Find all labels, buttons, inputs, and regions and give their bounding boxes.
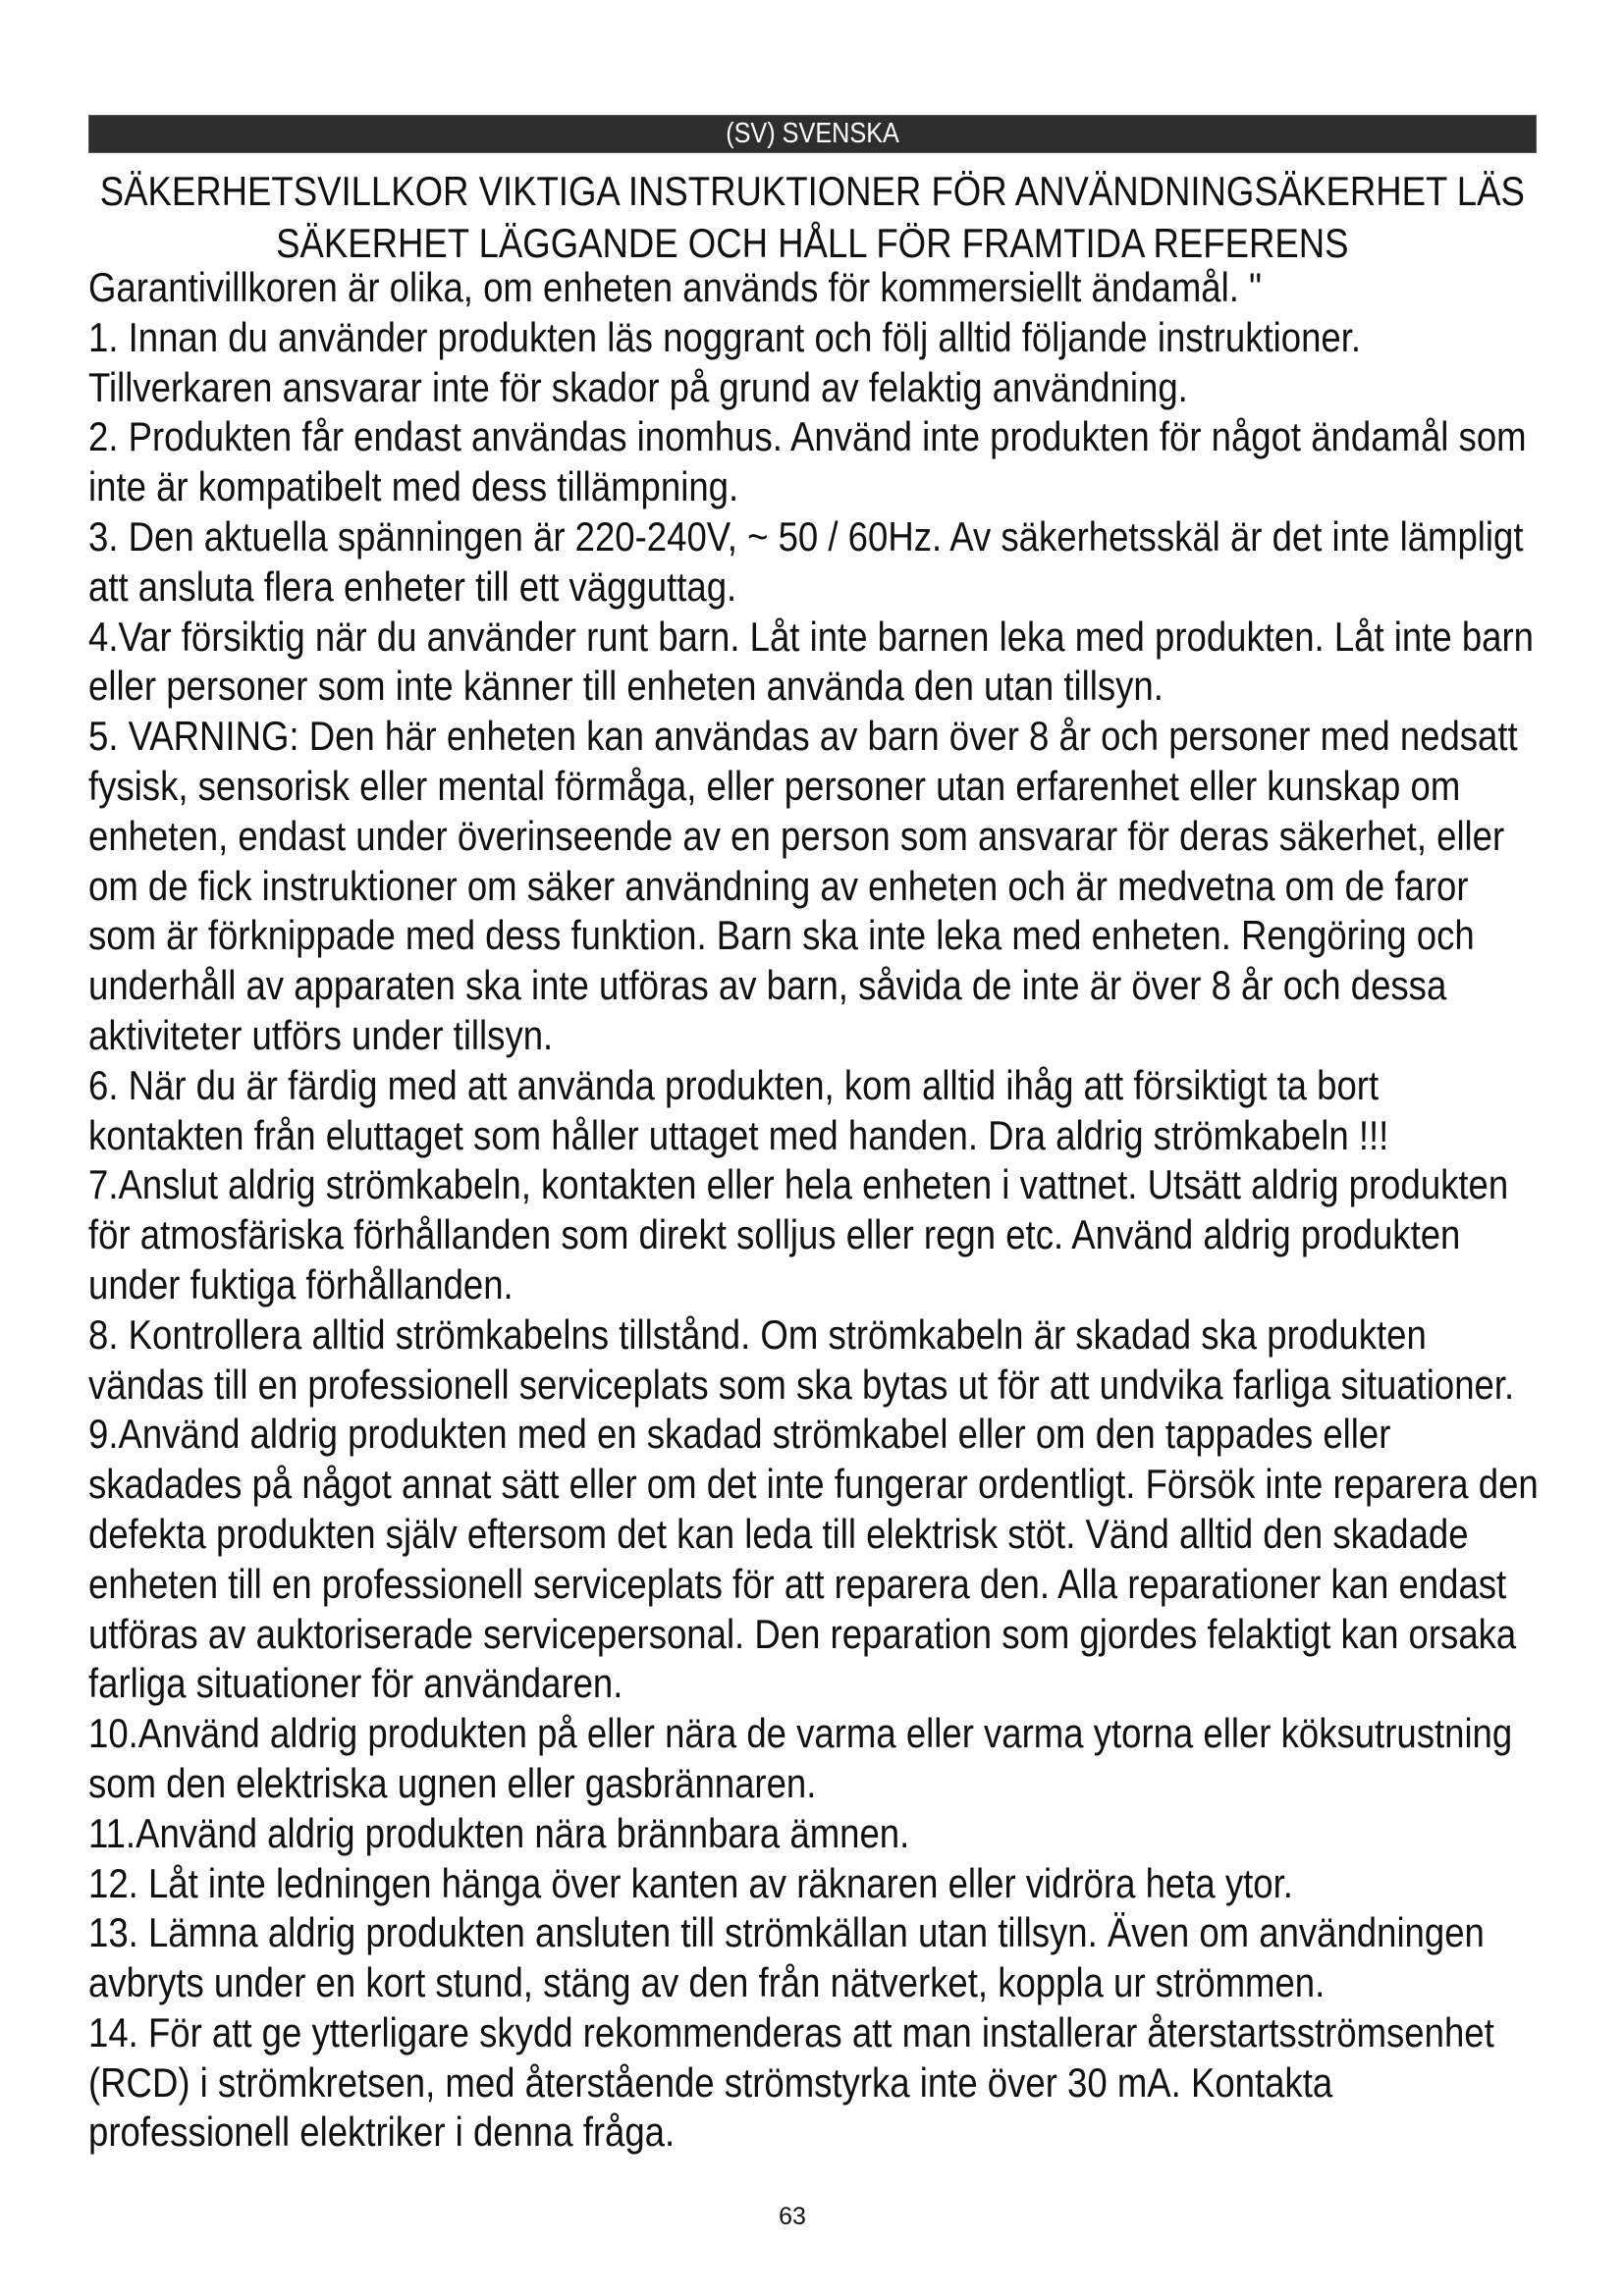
instructions-body	[88, 263, 1537, 2158]
title-line: SÄKERHETSVILLKOR VIKTIGA INSTRUKTIONER FÖR ANVÄNDNINGSÄKERHET LÄS	[99, 168, 1525, 214]
instruction-line: 7.Anslut aldrig strömkabeln, kontakten eller hela enheten i vattnet. Utsätt aldrig produkten	[88, 1161, 1509, 1208]
instruction-line: enheten till en professionell serviceplats för att reparera den. Alla reparationer kan endast	[88, 1560, 1507, 1607]
instruction-line: 14. För att ge ytterligare skydd rekommenderas att man installerar återstartsströmsenhet	[88, 2008, 1494, 2056]
instruction-line: att ansluta flera enheter till ett vägguttag.	[88, 562, 737, 610]
instruction-line: 6. När du är färdig med att använda produkten, kom alltid ihåg att försiktigt ta bort	[88, 1061, 1380, 1108]
instruction-line: 11.Använd aldrig produkten nära brännbara ämnen.	[88, 1809, 910, 1856]
instruction-line: avbryts under en kort stund, stäng av den från nätverket, koppla ur strömmen.	[88, 1959, 1326, 2006]
instruction-line: 4.Var försiktig när du använder runt barn. Låt inte barnen leka med produkten. Låt inte barn	[88, 613, 1534, 660]
instruction-item-9	[88, 1410, 1537, 1709]
instruction-line: som är förknippade med dess funktion. Barn ska inte leka med enheten. Rengöring och	[88, 912, 1475, 959]
instruction-line: vändas till en professionell serviceplats som ska bytas ut för att undvika farliga situationer.	[88, 1361, 1515, 1408]
instruction-line: farliga situationer för användaren.	[88, 1660, 623, 1707]
instruction-item-5	[88, 712, 1537, 1061]
instruction-line: skadades på något annat sätt eller om det inte fungerar ordentligt. Försök inte reparera den	[88, 1461, 1539, 1508]
instruction-line: utföras av auktoriserade servicepersonal. Den reparation som gjordes felaktigt kan orsaka	[88, 1610, 1517, 1657]
instruction-line: aktiviteter utförs under tillsyn.	[88, 1011, 554, 1058]
instruction-item-11	[88, 1809, 1537, 1859]
instruction-line: enheten, endast under överinseende av en person som ansvarar för deras säkerhet, eller	[88, 812, 1505, 859]
instruction-line: för atmosfäriska förhållanden som direkt solljus eller regn etc. Använd aldrig produkten	[88, 1211, 1461, 1258]
instruction-line: som den elektriska ugnen eller gasbrännaren.	[88, 1759, 817, 1806]
instruction-line: defekta produkten själv eftersom det kan leda till elektrisk stöt. Vänd alltid den skadade	[88, 1510, 1469, 1557]
instruction-line: 1. Innan du använder produkten läs noggrant och följ alltid följande instruktioner.	[88, 313, 1362, 360]
instruction-item-12	[88, 1859, 1537, 1909]
intro-paragraph	[88, 263, 1537, 313]
instruction-item-8	[88, 1310, 1537, 1411]
instruction-line: (RCD) i strömkretsen, med återstående strömstyrka inte över 30 mA. Kontakta	[88, 2058, 1333, 2106]
instruction-item-7	[88, 1160, 1537, 1309]
instruction-line: eller personer som inte känner till enheten använda den utan tillsyn.	[88, 663, 1164, 710]
instruction-line: 12. Låt inte ledningen hänga över kanten av räknaren eller vidröra heta ytor.	[88, 1859, 1293, 1906]
instruction-line: fysisk, sensorisk eller mental förmåga, eller personer utan erfarenhet eller kunskap om	[88, 762, 1461, 809]
instruction-line: om de fick instruktioner om säker användning av enheten och är medvetna om de faror	[88, 862, 1469, 909]
instruction-line: inte är kompatibelt med dess tillämpning.	[88, 463, 739, 510]
instruction-line: underhåll av apparaten ska inte utföras av barn, såvida de inte är över 8 år och dessa	[88, 962, 1447, 1009]
instruction-line: under fuktiga förhållanden.	[88, 1260, 514, 1308]
instruction-item-6	[88, 1061, 1537, 1161]
instruction-item-10	[88, 1709, 1537, 1809]
instruction-item-4	[88, 613, 1537, 713]
instruction-item-1	[88, 313, 1537, 413]
instruction-item-14	[88, 2008, 1537, 2158]
instruction-item-13	[88, 1908, 1537, 2008]
instruction-line: 9.Använd aldrig produkten med en skadad strömkabel eller om den tappades eller	[88, 1411, 1391, 1458]
page-number: 63	[779, 2203, 806, 2230]
instruction-item-2	[88, 412, 1537, 512]
language-header-bar	[88, 115, 1537, 153]
intro-line: Garantivillkoren är olika, om enheten används för kommersiellt ändamål. "	[88, 264, 1262, 310]
instruction-line: 5. VARNING: Den här enheten kan användas av barn över 8 år och personer med nedsatt	[88, 713, 1518, 760]
instruction-line: professionell elektriker i denna fråga.	[88, 2109, 676, 2156]
instruction-line: 3. Den aktuella spänningen är 220-240V, ~ 50 / 60Hz. Av säkerhetsskäl är det inte lämpligt	[88, 512, 1524, 560]
instruction-line: Tillverkaren ansvarar inte för skador på grund av felaktig användning.	[88, 363, 1188, 410]
instruction-line: 10.Använd aldrig produkten på eller nära de varma eller varma ytorna eller köksutrustning	[88, 1710, 1513, 1757]
instruction-line: 13. Lämna aldrig produkten ansluten till strömkällan utan tillsyn. Även om användningen	[88, 1909, 1485, 1956]
instruction-line: kontakten från eluttaget som håller uttaget med handen. Dra aldrig strömkabeln !!!	[88, 1111, 1389, 1158]
page-title	[88, 166, 1537, 269]
instruction-item-3	[88, 512, 1537, 613]
instruction-line: 8. Kontrollera alltid strömkabelns tillstånd. Om strömkabeln är skadad ska produkten	[88, 1310, 1427, 1358]
instruction-line: 2. Produkten får endast användas inomhus. Använd inte produkten för något ändamål som	[88, 413, 1527, 460]
title-line: SÄKERHET LÄGGANDE OCH HÅLL FÖR FRAMTIDA REFERENS	[276, 219, 1349, 266]
language-label: (SV) SVENSKA	[726, 118, 899, 149]
